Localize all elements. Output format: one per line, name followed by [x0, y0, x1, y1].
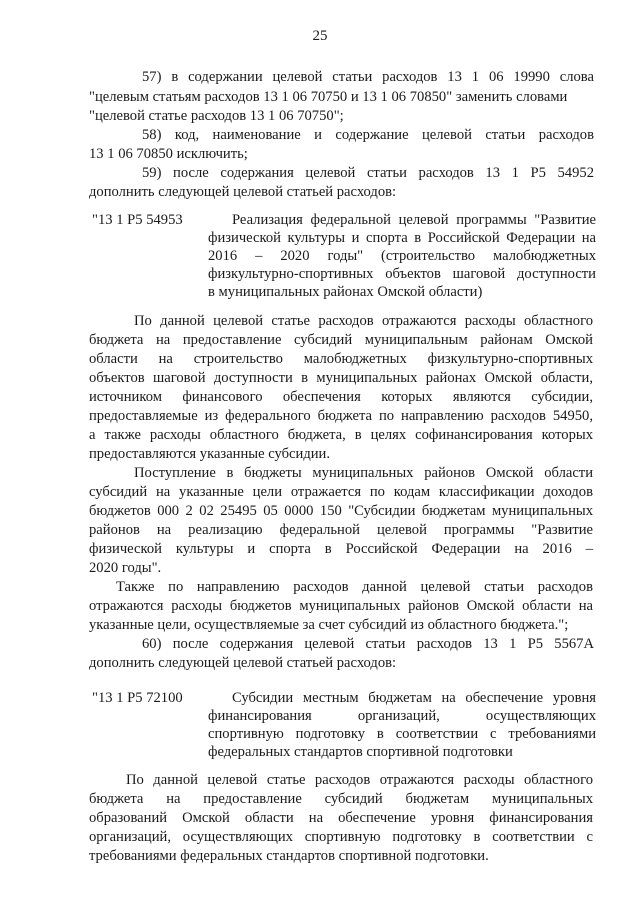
item-58-line-1: 58) код, наименование и содержание целевой статьи расходов	[142, 127, 594, 143]
entry-2-code: "13 1 P5 72100	[92, 690, 183, 706]
para-2-line-5: физической культуры и спорта в Российской Федерации на 2016 –	[89, 541, 593, 557]
item-57-line-3: "целевой статье расходов 13 1 06 70750";	[89, 108, 344, 124]
item-60-line-2: дополнить следующей целевой статьей расходов:	[89, 655, 397, 671]
para-3-line-2: отражаются расходы бюджетов муниципальных районов Омской области на	[89, 598, 593, 614]
para-2-line-6: 2020 годы".	[89, 560, 162, 576]
para-3-line-3: указанные цели, осуществляемые за счет субсидий из областного бюджета.";	[89, 617, 569, 633]
entry-1-line-2: физической культуры и спорта в Российской Федерации на	[208, 230, 596, 246]
para-4-line-2: бюджета на предоставление субсидий бюджетам муниципальных	[89, 791, 593, 807]
para-1-line-8: предоставляются указанные субсидии.	[89, 446, 331, 462]
entry-1-line-4: физкультурно-спортивных объектов шаговой доступности	[208, 266, 596, 282]
item-59-line-1: 59) после содержания целевой статьи расходов 13 1 P5 54952	[142, 165, 594, 181]
para-2-line-2: субсидий на указанные цели отражается по кодам классификации доходов	[89, 484, 593, 500]
entry-2-line-1: Субсидии местным бюджетам на обеспечение уровня	[232, 690, 596, 706]
para-1-line-1: По данной целевой статье расходов отражаются расходы областного	[134, 313, 593, 329]
page-number: 25	[312, 28, 328, 44]
para-1-line-3: области на строительство малобюджетных физкультурно-спортивных	[89, 351, 593, 367]
para-2-line-1: Поступление в бюджеты муниципальных районов Омской области	[134, 465, 593, 481]
para-2-line-3: бюджетов 000 2 02 25495 05 0000 150 "Субсидии бюджетам муниципальных	[89, 503, 593, 519]
item-59-line-2: дополнить следующей целевой статьей расходов:	[89, 184, 397, 200]
item-58-line-2: 13 1 06 70850 исключить;	[89, 146, 248, 162]
entry-1-code: "13 1 P5 54953	[92, 212, 183, 228]
para-4-line-5: требованиями федеральных стандартов спортивной подготовки.	[89, 848, 489, 864]
entry-1-line-3: 2016 – 2020 годы" (строительство малобюджетных	[208, 248, 596, 264]
para-1-line-5: источником финансового обеспечения которых являются субсидии,	[89, 389, 593, 405]
item-60-line-1: 60) после содержания целевой статьи расходов 13 1 P5 5567A	[142, 636, 594, 652]
para-4-line-1: По данной целевой статье расходов отражаются расходы областного	[126, 772, 593, 788]
para-2-line-4: районов на реализацию федеральной целевой программы "Развитие	[89, 522, 593, 538]
para-1-line-2: бюджета на предоставление субсидий муниципальным районам Омской	[89, 332, 593, 348]
entry-2-line-4: федеральных стандартов спортивной подготовки	[208, 744, 513, 760]
entry-1-line-1: Реализация федеральной целевой программы "Развитие	[232, 212, 596, 228]
para-1-line-7: а также расходы областного бюджета, в целях софинансирования которых	[89, 427, 593, 443]
entry-2-line-2: финансирования организаций, осуществляющих	[208, 708, 596, 724]
para-4-line-3: образований Омской области на обеспечение уровня финансирования	[89, 810, 593, 826]
item-57-line-2: "целевым статьям расходов 13 1 06 70750 и 13 1 06 70850" заменить словами	[89, 89, 568, 105]
para-4-line-4: организаций, осуществляющих спортивную подготовку в соответствии с	[89, 829, 593, 845]
para-1-line-4: объектов шаговой доступности в муниципальных районах Омской области,	[89, 370, 593, 386]
para-1-line-6: предоставляемые из федерального бюджета по направлению расходов 54950,	[89, 408, 593, 424]
item-57-line-1: 57) в содержании целевой статьи расходов 13 1 06 19990 слова	[142, 69, 594, 85]
entry-1-line-5: в муниципальных районах Омской области)	[208, 284, 483, 300]
para-3-line-1: Также по направлению расходов данной целевой статьи расходов	[116, 579, 593, 595]
entry-2-line-3: спортивную подготовку в соответствии с требованиями	[208, 726, 596, 742]
